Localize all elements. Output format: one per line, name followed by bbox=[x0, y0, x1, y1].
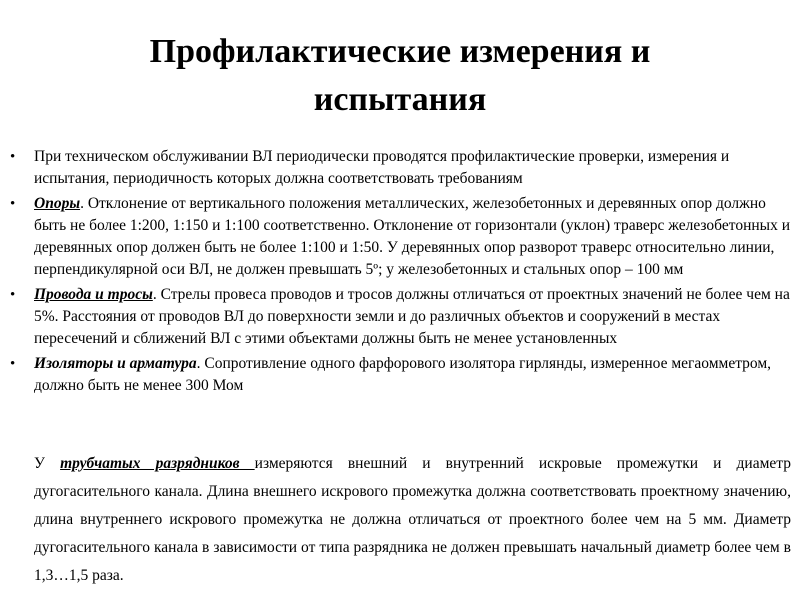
bullet-text-supports: . Отклонение от вертикального положения металлических, железобетонных и деревянных опор должно быть не более 1:200, 1:150 и 1:100 соответственно. Отклонение от горизонтали (уклон) траверс железобетонных и деревянных опор должен быть не более 1:100 и 1:50. У деревянных опор разворот траверс относительно линии, перпендикулярной оси ВЛ, не должен превышать 5º; у железобетонных и стальных опор – 100 мм bbox=[34, 195, 790, 278]
bullet-item-insulators bbox=[10, 353, 790, 397]
bullet-term-insulators: Изоляторы и арматура bbox=[34, 355, 197, 372]
bullet-term-supports: Опоры bbox=[34, 195, 81, 212]
bullet-list bbox=[10, 146, 790, 400]
slide-title bbox=[40, 28, 760, 124]
bullet-text-maintenance: При техническом обслуживании ВЛ периодически проводятся профилактические проверки, измерения и испытания, периодичность которых должна соответствовать требованиям bbox=[34, 148, 730, 187]
bullet-dot-icon: • bbox=[10, 287, 16, 303]
arrester-paragraph bbox=[34, 450, 791, 590]
bullet-term-wires: Провода и тросы bbox=[34, 286, 153, 303]
arrester-text: измеряются внешний и внутренний искровые промежутки и диаметр дугогасительного канала. Длина внешнего искрового промежутка должна соответствовать проектному значению, длина внутреннего искрового промежутка не должна отличаться от проектного более чем на 5 мм. Диаметр дугогасительного канала в зависимости от типа разрядника не должен превышать начальный диаметр более чем в 1,3…1,5 раза. bbox=[34, 455, 791, 584]
bullet-text-insulators: . Сопротивление одного фарфорового изолятора гирлянды, измеренное мегаомметром, должно быть не менее 300 Мом bbox=[34, 355, 772, 394]
bullet-item-maintenance bbox=[10, 146, 790, 190]
bullet-dot-icon: • bbox=[10, 356, 16, 372]
bullet-dot-icon: • bbox=[10, 149, 16, 165]
bullet-text-wires: . Стрелы провеса проводов и тросов должны отличаться от проектных значений не более чем на 5%. Расстояния от проводов ВЛ до поверхности земли и до различных объектов и сооружений в местах пересечений и сближений ВЛ с этими объектами должны быть не менее установленных bbox=[34, 286, 790, 347]
arrester-prefix: У bbox=[34, 455, 61, 472]
bullet-item-wires bbox=[10, 284, 790, 350]
bullet-dot-icon: • bbox=[10, 196, 16, 212]
bullet-item-supports bbox=[10, 193, 790, 281]
title-line-1: Профилактические измерения и bbox=[149, 33, 651, 70]
title-line-2: испытания bbox=[313, 81, 487, 118]
arrester-term: трубчатых разрядников bbox=[60, 455, 255, 472]
